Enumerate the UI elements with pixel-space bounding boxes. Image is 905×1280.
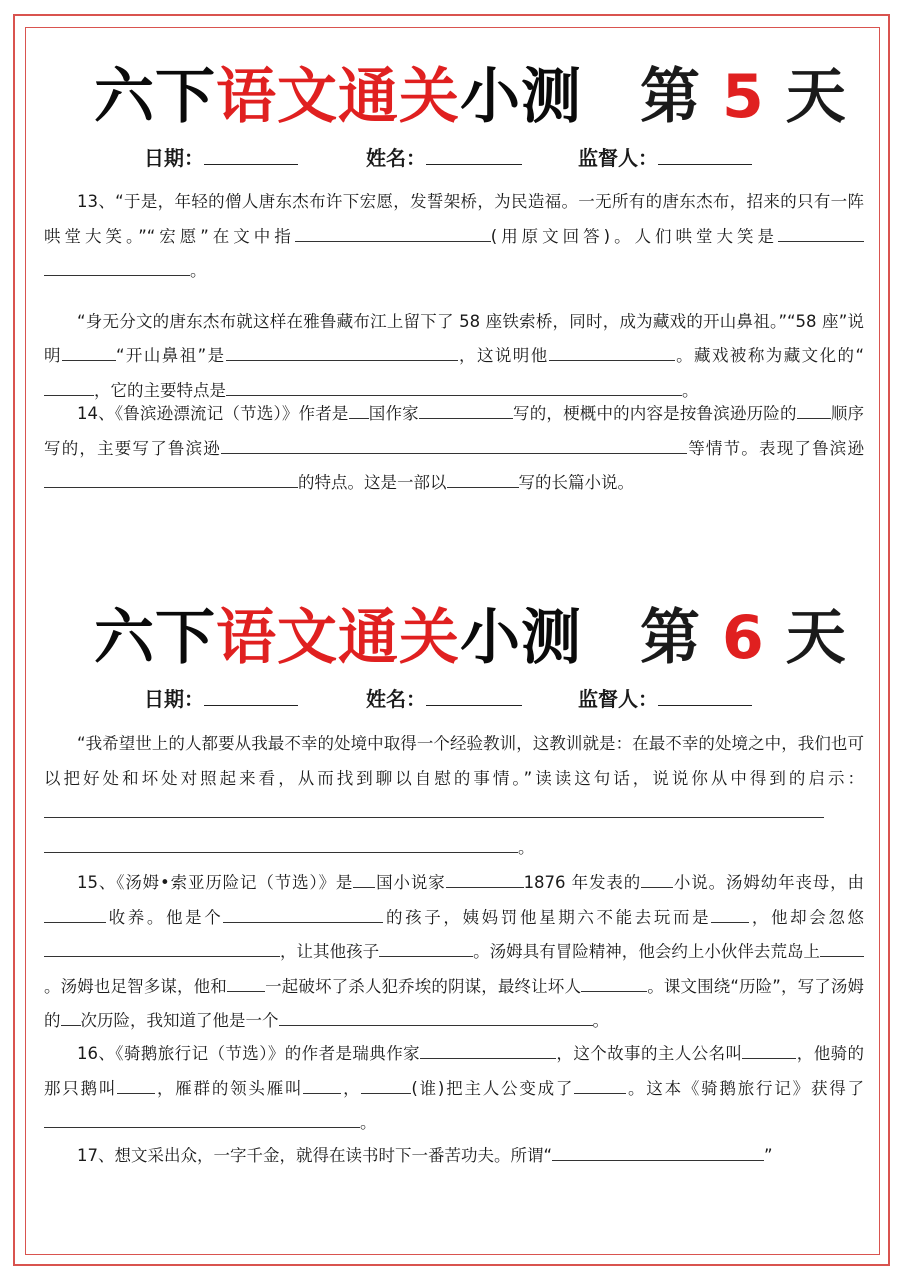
answer-blank[interactable] — [61, 1007, 81, 1026]
answer-blank[interactable] — [353, 869, 375, 888]
date-field[interactable] — [144, 684, 298, 714]
answer-blank[interactable] — [223, 904, 383, 923]
question-quote — [44, 727, 864, 865]
title-part-3: 小测 — [460, 603, 582, 673]
day-prefix: 第 — [640, 603, 700, 673]
answer-blank[interactable] — [797, 400, 831, 419]
name-blank[interactable] — [426, 144, 522, 165]
q13-text-9: 。 — [682, 380, 699, 400]
date-blank[interactable] — [204, 685, 298, 706]
q14-paragraph — [44, 397, 864, 501]
q13-text-2: (用原文回答)。人们哄堂大笑是 — [490, 226, 778, 246]
q15-text-1: 15、《汤姆•索亚历险记（节选）》是 — [77, 873, 354, 892]
q14-text-3: 写的，梗概中的内容是按鲁滨逊历险的 — [512, 404, 797, 423]
q13-text-5: “开山鼻祖”是 — [115, 346, 226, 365]
q14-text-6: 的特点。这是一部以 — [298, 473, 447, 492]
day-number: 5 — [722, 62, 764, 132]
q14-text-4: 顺序写的，主要写了鲁滨逊 — [44, 404, 865, 458]
day-number: 6 — [722, 603, 764, 673]
question-14 — [44, 397, 864, 501]
answer-blank[interactable] — [711, 904, 749, 923]
day-prefix: 第 — [640, 62, 700, 132]
title-part-2: 语文通关 — [216, 62, 460, 132]
answer-blank[interactable] — [778, 223, 864, 242]
q13-text-6: ，这说明他 — [457, 346, 549, 365]
answer-blank[interactable] — [361, 1075, 411, 1094]
q15-text-5: 收养。他是个 — [106, 907, 224, 927]
date-label: 日期： — [144, 687, 204, 711]
q14-text-7: 写的长篇小说。 — [518, 473, 634, 492]
answer-blank[interactable] — [552, 1142, 764, 1161]
q16-paragraph — [44, 1037, 864, 1141]
q14-text-1: 14、《鲁滨逊漂流记（节选）》作者是 — [77, 404, 349, 423]
answer-blank[interactable] — [820, 938, 864, 957]
answer-blank[interactable] — [226, 377, 682, 396]
q13-text-1: 13、“于是，年轻的僧人唐东杰布许下宏愿，发誓架桥，为民造福。一无所有的唐东杰布，招来的只有一阵哄堂大笑。”“宏愿”在文中指 — [44, 192, 864, 246]
answer-blank[interactable] — [349, 400, 369, 419]
q16-text-8: 。 — [360, 1113, 377, 1132]
title-part-1: 六下 — [94, 603, 216, 673]
supervisor-field[interactable] — [578, 684, 752, 714]
quote-text: “我希望世上的人都要从我最不幸的处境中取得一个经验教训，这教训就是：在最不幸的处境之中，我们也可以把好处和坏处对照起来看，从而找到聊以自慰的事情。”读读这句话，说说你从中得到的启示： — [44, 734, 864, 788]
supervisor-blank[interactable] — [658, 144, 752, 165]
q15-text-11: 一起破坏了杀人犯乔埃的阴谋，最终让坏人 — [264, 976, 582, 996]
answer-blank[interactable] — [549, 342, 675, 361]
day6-title — [94, 598, 582, 678]
date-label: 日期： — [144, 146, 204, 170]
day5-label — [640, 57, 846, 137]
title-part-2: 语文通关 — [216, 603, 460, 673]
answer-blank[interactable] — [379, 938, 473, 957]
q17-text-2: ” — [764, 1146, 773, 1165]
q17-text-1: 17、想文采出众，一字千金，就得在读书时下一番苦功夫。所谓“ — [77, 1146, 553, 1165]
answer-blank[interactable] — [44, 377, 94, 396]
q15-text-2: 国小说家 — [375, 873, 446, 892]
answer-blank[interactable] — [226, 342, 458, 361]
supervisor-label: 监督人： — [578, 146, 658, 170]
answer-blank[interactable] — [227, 973, 265, 992]
q16-text-5: ， — [341, 1078, 362, 1098]
day5-header — [44, 57, 864, 137]
answer-blank[interactable] — [419, 400, 513, 419]
answer-blank[interactable] — [44, 904, 106, 923]
name-field[interactable] — [366, 684, 522, 714]
question-17 — [44, 1139, 864, 1174]
day6-header — [44, 598, 864, 678]
answer-blank[interactable] — [581, 973, 647, 992]
q15-text-13: 次历险，我知道了他是一个 — [80, 1011, 279, 1030]
q13-text-8: ，它的主要特点是 — [94, 380, 226, 400]
q15-text-10: 。汤姆也足智多谋，他和 — [44, 976, 227, 996]
answer-blank[interactable] — [62, 342, 116, 361]
name-field[interactable] — [366, 143, 522, 173]
answer-blank[interactable] — [641, 869, 673, 888]
q15-text-3: 1876 年发表的 — [523, 873, 642, 892]
question-15 — [44, 866, 864, 1039]
answer-blank[interactable] — [446, 869, 524, 888]
day6-label — [640, 598, 846, 678]
question-13 — [44, 185, 864, 408]
quote-end: 。 — [518, 837, 535, 857]
q16-text-4: ，雁群的领头雁叫 — [155, 1078, 304, 1098]
answer-blank[interactable] — [303, 1075, 341, 1094]
q15-text-4: 小说。汤姆幼年丧母，由 — [673, 873, 864, 892]
q15-text-6: 的孩子，姨妈罚他星期六不能去玩而是 — [383, 907, 712, 927]
q16-text-2: ，这个故事的主人公名叫 — [556, 1044, 743, 1063]
q13-paragraph-2 — [44, 305, 864, 409]
q15-text-12: 。课文围绕“历险”，写了汤姆的 — [44, 976, 865, 1030]
date-blank[interactable] — [204, 144, 298, 165]
supervisor-field[interactable] — [578, 143, 752, 173]
title-part-3: 小测 — [460, 62, 582, 132]
name-blank[interactable] — [426, 685, 522, 706]
answer-blank[interactable] — [44, 257, 190, 276]
name-label: 姓名： — [366, 687, 426, 711]
q17-paragraph — [44, 1139, 864, 1174]
q13-paragraph-1 — [44, 185, 864, 289]
day-suffix: 天 — [785, 62, 846, 132]
q16-text-7: 。这本《骑鹅旅行记》获得了 — [626, 1078, 865, 1098]
question-16 — [44, 1037, 864, 1141]
date-field[interactable] — [144, 143, 298, 173]
answer-blank[interactable] — [447, 469, 519, 488]
answer-blank[interactable] — [44, 938, 280, 957]
answer-blank[interactable] — [44, 799, 824, 818]
q15-text-7: ，他却会忽悠 — [749, 907, 865, 927]
answer-blank[interactable] — [221, 435, 687, 454]
day5-info-row — [144, 143, 844, 173]
q15-text-14: 。 — [592, 1011, 609, 1030]
q14-text-5: 等情节。表现了鲁滨逊 — [687, 438, 865, 458]
day-suffix: 天 — [785, 603, 846, 673]
answer-blank[interactable] — [420, 1040, 556, 1059]
quote-paragraph — [44, 727, 864, 865]
answer-blank[interactable] — [44, 1109, 360, 1128]
answer-blank[interactable] — [44, 834, 518, 853]
q13-text-3: 。 — [190, 261, 207, 280]
name-label: 姓名： — [366, 146, 426, 170]
q13-text-7: 。藏戏被称为藏文化的“ — [674, 346, 865, 365]
q15-text-8: ，让其他孩子 — [280, 942, 380, 961]
q14-text-2: 国作家 — [368, 404, 419, 423]
q16-text-6: (谁)把主人公变成了 — [411, 1078, 575, 1098]
answer-blank[interactable] — [742, 1040, 796, 1059]
day5-title — [94, 57, 582, 137]
answer-blank[interactable] — [44, 469, 298, 488]
title-part-1: 六下 — [94, 62, 216, 132]
answer-blank[interactable] — [117, 1075, 155, 1094]
day6-info-row — [144, 684, 844, 714]
q13-text-4: “身无分文的唐东杰布就这样在雅鲁藏布江上留下了 58 座铁索桥，同时，成为藏戏的开山鼻祖。”“58 座”说明 — [44, 311, 864, 365]
q16-text-3: ，他骑的那只鹅叫 — [44, 1044, 865, 1098]
answer-blank[interactable] — [279, 1007, 593, 1026]
answer-blank[interactable] — [574, 1075, 626, 1094]
q15-paragraph — [44, 866, 864, 1039]
supervisor-label: 监督人： — [578, 687, 658, 711]
answer-blank[interactable] — [295, 223, 491, 242]
supervisor-blank[interactable] — [658, 685, 752, 706]
q16-text-1: 16、《骑鹅旅行记（节选）》的作者是瑞典作家 — [77, 1044, 421, 1063]
q15-text-9: 。汤姆具有冒险精神，他会约上小伙伴去荒岛上 — [473, 942, 821, 961]
